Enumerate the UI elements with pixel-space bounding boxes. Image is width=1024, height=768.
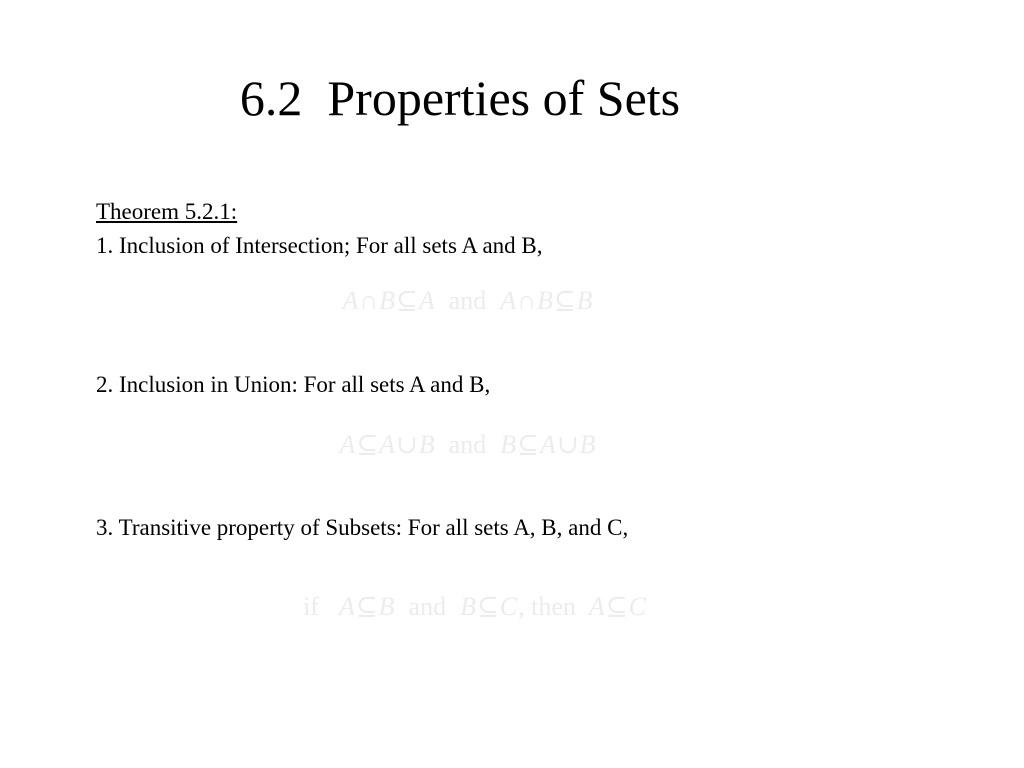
subset-symbol: ⊆ — [517, 430, 539, 459]
formula-symbol: A — [539, 430, 556, 459]
formula-symbol: A — [379, 430, 396, 459]
subset-symbol: ⊆ — [356, 430, 379, 459]
formula-symbol: B — [460, 592, 476, 621]
formula-symbol: A — [418, 286, 435, 315]
formula-symbol: B — [379, 286, 396, 315]
formula-connective: and — [448, 430, 487, 459]
formula-symbol: B — [579, 430, 596, 459]
theorem-heading: Theorem 5.2.1: — [96, 199, 238, 224]
property-3-label: 3. Transitive property of Subsets: For all sets A, B, and C, — [96, 515, 629, 540]
subset-symbol: ⊆ — [396, 286, 418, 315]
formula-symbol: B — [378, 592, 395, 621]
formula-symbol: B — [576, 286, 593, 315]
property-2-label: 2. Inclusion in Union: For all sets A and B, — [96, 372, 491, 397]
union-symbol: ∪ — [396, 430, 418, 459]
formula-connective: if — [303, 592, 319, 621]
formula-symbol: A — [500, 286, 517, 315]
subset-symbol: ⊆ — [553, 286, 576, 315]
formula-symbol: C — [628, 592, 646, 621]
formula-connective: and — [408, 592, 447, 621]
subset-symbol: ⊆ — [355, 592, 378, 621]
formula-symbol: A — [588, 592, 605, 621]
formula-symbol: B — [500, 430, 517, 459]
property-1-label: 1. Inclusion of Intersection; For all sets A and B, — [96, 233, 543, 258]
formula-symbol: A — [342, 286, 359, 315]
formula-connective: and — [448, 286, 487, 315]
intersection-symbol: ∩ — [359, 286, 379, 315]
formula-symbol: C — [499, 592, 518, 621]
subset-symbol: ⊆ — [605, 592, 628, 621]
property-2-formula — [0, 428, 935, 462]
property-1-formula — [0, 284, 935, 318]
formula-connective: , then — [518, 592, 576, 621]
formula-symbol: A — [338, 592, 355, 621]
property-3-formula — [0, 590, 935, 624]
formula-symbol: B — [418, 430, 435, 459]
intersection-symbol: ∩ — [517, 286, 536, 315]
union-symbol: ∪ — [556, 430, 579, 459]
formula-symbol: A — [339, 430, 356, 459]
formula-symbol: B — [536, 286, 553, 315]
slide-title: 6.2 Properties of Sets — [239, 70, 681, 126]
subset-symbol: ⊆ — [476, 592, 499, 621]
